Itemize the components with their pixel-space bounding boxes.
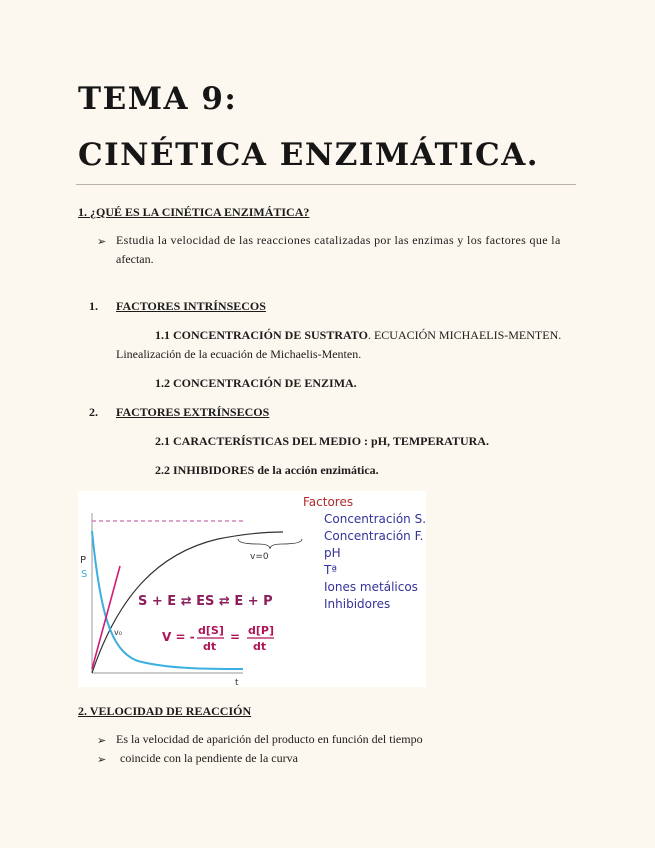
item-2-number: 2. — [89, 405, 98, 419]
velocity-label: V = - — [162, 630, 195, 644]
sub-1-1-bold: 1.1 CONCENTRACIÓN DE SUSTRATO — [155, 328, 368, 342]
factor-item: Concentración F. — [324, 529, 424, 543]
sub-1-1-line-2: Linealización de la ecuación de Michaelis-Menten. — [116, 347, 362, 361]
arrow-bullet-icon: ➢ — [97, 235, 107, 248]
axis-t-label: t — [235, 678, 239, 687]
item-1-label: FACTORES INTRÍNSECOS — [116, 299, 266, 313]
factor-item: Inhibidores — [324, 597, 391, 611]
factor-item: Tª — [324, 563, 337, 577]
dp-numerator: d[P] — [248, 624, 274, 637]
v0-label: v₀ — [114, 628, 122, 637]
section-2-heading: 2. VELOCIDAD DE REACCIÓN — [78, 704, 252, 718]
sub-2-2-title: 2.2 INHIBIDORES de la acción enzimática. — [155, 463, 379, 477]
reaction-equation: S + E ⇄ ES ⇄ E + P — [138, 594, 273, 609]
sub-1-1-rest: . ECUACIÓN MICHAELIS-MENTEN. — [367, 328, 562, 342]
section-1-heading: 1. ¿QUÉ ES LA CINÉTICA ENZIMÁTICA? — [78, 205, 310, 219]
ds-denominator: dt — [203, 640, 217, 653]
arrow-bullet-icon: ➢ — [97, 734, 107, 747]
title-line-2: CINÉTICA ENZIMÁTICA. — [78, 137, 540, 173]
axis-p-label: P — [80, 555, 87, 566]
kinetics-figure — [78, 491, 426, 687]
factor-item: pH — [324, 546, 341, 560]
sub-1-2-title: 1.2 CONCENTRACIÓN DE ENZIMA. — [155, 376, 357, 390]
item-2-label: FACTORES EXTRÍNSECOS — [116, 405, 270, 419]
title-line-1: TEMA 9: — [78, 81, 238, 117]
sub-1-1-title — [155, 328, 561, 343]
axis-s-label: S — [81, 569, 88, 580]
section-1-bullet-line-1: Estudia la velocidad de las reacciones catalizadas por las enzimas y los factores que la — [116, 233, 561, 247]
dp-denominator: dt — [253, 640, 267, 653]
factors-list — [324, 511, 426, 613]
section-1-bullet-line-2: afectan. — [116, 252, 154, 266]
title-divider — [76, 184, 576, 185]
v-zero-brace — [238, 539, 302, 549]
section-2-bullet-2: coincide con la pendiente de la curva — [120, 751, 298, 765]
arrow-bullet-icon: ➢ — [97, 753, 107, 766]
v-zero-label: v=0 — [250, 552, 269, 562]
section-2-bullet-1: Es la velocidad de aparición del producto en función del tiempo — [116, 732, 423, 746]
ds-numerator: d[S] — [198, 624, 224, 637]
sub-2-1-title: 2.1 CARACTERÍSTICAS DEL MEDIO : pH, TEMPERATURA. — [155, 434, 489, 448]
item-1-number: 1. — [89, 299, 98, 313]
tangent-line — [92, 566, 120, 669]
factor-item: Concentración S. — [324, 512, 427, 526]
factors-title: Factores — [303, 495, 354, 509]
equals-sign: = — [230, 630, 241, 644]
factor-item: Iones metálicos — [324, 580, 418, 594]
